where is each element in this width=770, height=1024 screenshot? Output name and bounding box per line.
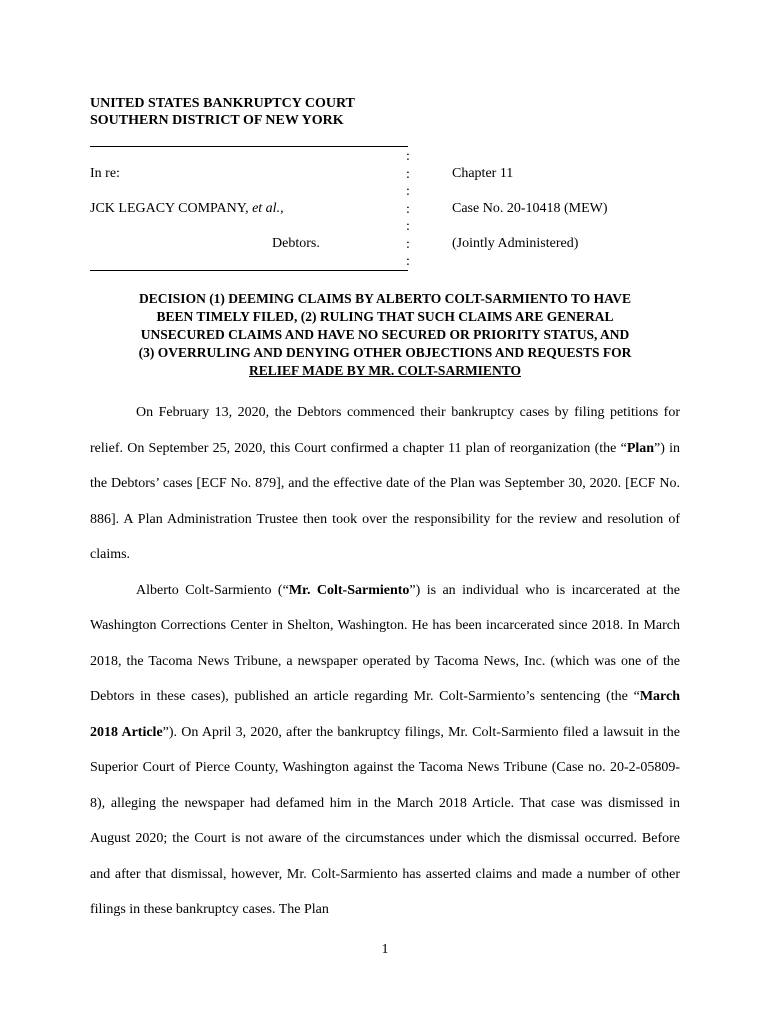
debtor-et-al: et al.	[252, 201, 281, 216]
in-re-label: In re:	[90, 166, 120, 181]
decision-body	[90, 395, 680, 928]
paragraph-text: Alberto Colt-Sarmiento (“	[136, 582, 289, 598]
debtors-label: Debtors.	[272, 236, 320, 251]
paragraph-text: ”) is an individual who is incarcerated at the Washington Corrections Center in Shelton, Washington. He has been incarcerated since 2018. In March 2018, the Tacoma News Tribune, a newspaper operated by Tacoma News, Inc. (which was one of the Debtors in these cases), published an article regarding Mr. Colt-Sarmiento’s sentencing (the “	[90, 582, 681, 704]
paragraph-text: ”) in the Debtors’ cases [ECF No. 879], and the effective date of the Plan was September 30, 2020. [ECF No. 886]. A Plan Administration Trustee then took over the responsibility for the review and resolution of claims.	[90, 440, 681, 562]
chapter-label: Chapter 11	[452, 166, 514, 181]
caption-colon-column	[406, 148, 410, 271]
defined-term: Mr. Colt-Sarmiento	[288, 582, 410, 598]
court-name: UNITED STATES BANKRUPTCY COURT	[90, 96, 355, 111]
caption-top-rule	[90, 146, 408, 147]
title-line: UNSECURED CLAIMS AND HAVE NO SECURED OR PRIORITY STATUS, AND	[140, 327, 630, 342]
caption-colon: :	[406, 219, 410, 234]
decision-title	[90, 290, 680, 380]
title-line: DECISION (1) DEEMING CLAIMS BY ALBERTO COLT-SARMIENTO TO HAVE	[139, 291, 631, 306]
paragraph-2	[90, 573, 680, 928]
title-line: (3) OVERRULING AND DENYING OTHER OBJECTIONS AND REQUESTS FOR	[138, 345, 632, 360]
title-line: BEEN TIMELY FILED, (2) RULING THAT SUCH CLAIMS ARE GENERAL	[156, 309, 614, 324]
paragraph-text: On February 13, 2020, the Debtors commenced their bankruptcy cases by filing petitions for relief. On September 25, 2020, this Court confirmed a chapter 11 plan of reorganization (the “	[90, 405, 680, 456]
caption-colon: :	[406, 184, 410, 199]
caption-colon: :	[406, 166, 410, 182]
caption-colon: :	[406, 254, 410, 269]
title-line	[90, 362, 680, 380]
debtor-name	[90, 201, 284, 217]
defined-term: Plan	[626, 440, 655, 456]
title-line-underlined: RELIEF MADE BY MR. COLT-SARMIENTO	[249, 363, 521, 378]
paragraph-1	[90, 395, 680, 573]
caption-bottom-rule	[90, 270, 408, 271]
court-district: SOUTHERN DISTRICT OF NEW YORK	[90, 113, 344, 128]
debtor-comma: ,	[280, 201, 284, 216]
defined-term: March 2018 Article	[90, 689, 680, 740]
caption-colon: :	[406, 201, 410, 217]
jointly-administered: (Jointly Administered)	[452, 236, 579, 251]
paragraph-text: ”). On April 3, 2020, after the bankruptcy filings, Mr. Colt-Sarmiento filed a lawsuit in the Superior Court of Pierce County, Washington against the Tacoma News Tribune (Case no. 20-2-05809-8), alleging the newspaper had defamed him in the March 2018 Article. That case was dismissed in August 2020; the Court is not aware of the circumstances under which the dismissal occurred. Before and after that dismissal, however, Mr. Colt-Sarmiento has asserted claims and made a number of other filings in these bankruptcy cases. The Plan	[90, 724, 680, 917]
page-number: 1	[381, 942, 389, 957]
court-heading	[90, 95, 355, 129]
case-number: Case No. 20-10418 (MEW)	[452, 201, 608, 216]
caption-colon: :	[406, 236, 410, 252]
debtor-company: JCK LEGACY COMPANY,	[90, 201, 253, 216]
caption-colon: :	[406, 149, 410, 164]
